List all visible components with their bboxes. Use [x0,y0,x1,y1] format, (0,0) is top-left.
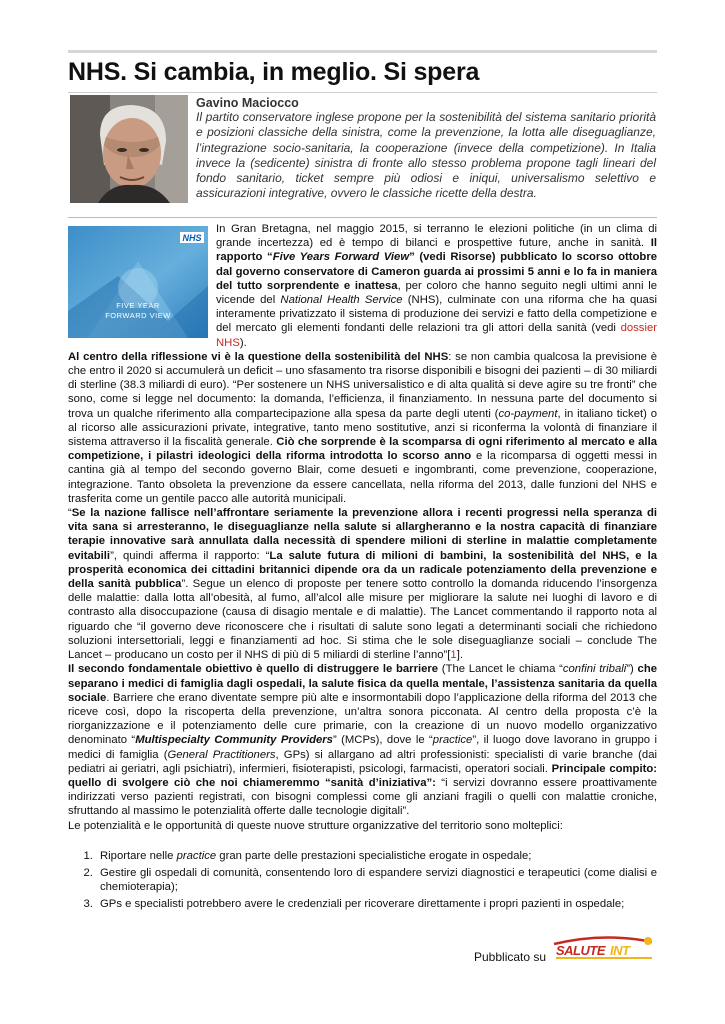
article-body [68,222,657,915]
list-item: 1. Riportare nelle practice gran parte delle prestazioni specialistiche erogate in ospedale; [96,849,657,863]
svg-text:INT: INT [610,943,630,958]
author-photo [70,95,188,203]
svg-text:SALUTE: SALUTE [556,943,605,958]
paragraph-4: Il secondo fondamentale obiettivo è quello di distruggere le barriere (The Lancet le chiama “confini tribali”) che separano i medici di famiglia dagli ospedali, la salute fisica da quella mentale, l’assistenza sanitaria da quella sociale. Barriere che erano diventate sempre più alte e insormontabili dopo l’applicazione della riforma del 2013 che riceve così, dopo la riscoperta della prevenzione, un’altra sonora picconata. Al centro della proposta c’è la riorganizzazione e il potenziamento delle cure primarie, con la creazione di un nuovo modello organizzativo denominato “Multispecialty Community Providers” (MCPs), dove le “practice”, il luogo dove lavorano in gruppo i medici di famiglia (General Practitioners, GPs) si allargano ad altri professionisti: specialisti di varie branche (dai pediatri ai geriatri, agli psichiatri), infermieri, fisioterapisti, psicologi, farmacisti, operatori sociali. Principale compito: quello di svolgere ciò che noi chiameremmo “sanità d’iniziativa”: “i servizi dovranno essere proattivamente indirizzati verso pazienti registrati, con bisogni complessi come gli anziani fragili o quelli con malattie croniche, sfruttando al massimo le potenzialità offerte dalle tecnologie digitali”. [68,663,658,818]
paragraph-2: Al centro della riflessione vi è la questione della sostenibilità del NHS: se non cambia qualcosa la previsione è che entro il 2020 si accumulerà un deficit – uno sfasamento tra risorse disponibili e bisogni dei pazienti – di 30 miliardi di sterline (38.3 miliardi di euro). “Per sostenere un NHS universalistico e di alta qualità si deve agire su tre fronti” che sono, come si legge nel documento: la domanda, l’efficienza, il finanziamento. In nessuna parte del documento si trova un qualche riferimento alla compartecipazione alla spesa da parte degli utenti (co-payment, in italiano ticket) o al ricorso alle assicurazioni private, integrative, tanto meno sostitutive, anzi si riconferma la volontà di finanziare il sistema attraverso il la fiscalità generale. Ciò che sorprende è la scomparsa di ogni riferimento al mercato e alla competizione, i pilastri ideologici della riforma introdotta lo scorso anno e la ricomparsa di oggetti messi in cantina già al tempo del secondo governo Blair, come desueti e ingombranti, come prevenzione, cooperazione, integrazione. Tanto obsoleta la prevenzione da essere cancellata, nella riforma del 2013, dalle funzioni del NHS e trasferita come un gentile pacco alle autorità municipali. [68,350,657,505]
page-title: NHS. Si cambia, in meglio. Si spera [68,58,480,86]
opportunities-list [68,849,657,912]
saluteinternazionale-logo [552,932,656,962]
cover-title-line1: FIVE YEAR [116,301,160,310]
title-rule [68,92,657,93]
report-cover-image [68,226,208,338]
list-item: 3. GPs e specialisti potrebbero avere le credenziali per ricoverare direttamente i propri pazienti in ospedale; [96,897,657,911]
paragraph-3: “Se la nazione fallisce nell’affrontare seriamente la prevenzione allora i recenti progressi nella speranza di vita sana si arresteranno, le diseguaglianze nella salute si allargheranno e la nostra capacità di finanziare terapie innovative sarà annullata dalla necessità di spendere milioni di sterline in malattie completamente evitabili”, quindi afferma il rapporto: “La salute futura di milioni di bambini, la sostenibilità del NHS, e la prosperità economica dei cittadini britannici dipende ora da un radicale potenziamento della prevenzione e della sanità pubblica”. Segue un elenco di proposte per tenere sotto controllo la domanda riducendo l’insorgenza delle malattie: dalla lotta all’obesità, al fumo, all’alcol alle misure per migliorare la salute nei luoghi di lavoro e di contrasto alla disoccupazione (causa di disagio mentale e di malattie). The Lancet commentando il rapporto nota al riguardo che “il governo deve riconoscere che i risultati di salute sono legati a determinanti sociali che richiedono soluzioni intersettoriali, leggi e finanziamenti ad hoc. Si stima che le sole diseguaglianze sociali – conclude The Lancet – producano un costo per il NHS di più di 5 miliardi di sterline l’anno”[1]. [68,507,657,662]
cover-title-line2: FORWARD VIEW [105,311,171,320]
dossier-nhs-link[interactable]: dossier NHS [216,322,657,349]
author-name: Gavino Maciocco [196,96,299,110]
footnote-1-link[interactable]: 1 [450,649,457,662]
nhs-logo: NHS [182,233,202,243]
abstract-rule [68,217,657,218]
list-item: 2. Gestire gli ospedali di comunità, consentendo loro di espandere servizi diagnostici e terapeutici (come dialisi e chemioterapia); [96,866,657,894]
top-rule [68,50,657,53]
published-label: Pubblicato su [474,950,547,964]
article-abstract: Il partito conservatore inglese propone per la sostenibilità del sistema sanitario priorità e posizioni classiche della sinistra, come la prevenzione, la lotta alle diseguaglianze, l’integrazione socio-sanitaria, la cooperazione (invece della competizione). In Italia invece la (sedicente) sinistra di fronte allo stesso problema propone tagli lineari del fondo sanitario, ticket sempre più odiosi e iniqui, universalismo selettivo e assicurazioni integrative, ovvero le classiche ricette della destra. [196,110,656,201]
paragraph-5: Le potenzialità e le opportunità di queste nuove strutture organizzative del territorio sono molteplici: [68,819,563,832]
paragraph-1: In Gran Bretagna, nel maggio 2015, si terranno le elezioni politiche (in un clima di grande incertezza) ed è tempo di bilanci e prospettive future, anche in sanità. Il rapporto “Five Years Forward View” (vedi Risorse) pubblicato lo scorso ottobre dal governo conservatore di Cameron guarda ai prossimi 5 anni e lo fa in maniera del tutto sorprendente e inattesa, per coloro che hanno seguito negli ultimi anni le vicende del National Health Service (NHS), culminate con una riforma che ha quasi interamente privatizzato il sistema di produzione dei servizi e fatto della competizione e del mercato gli elementi fondanti delle relazioni tra gli attori della sanità (vedi dossier NHS). [216,223,657,349]
